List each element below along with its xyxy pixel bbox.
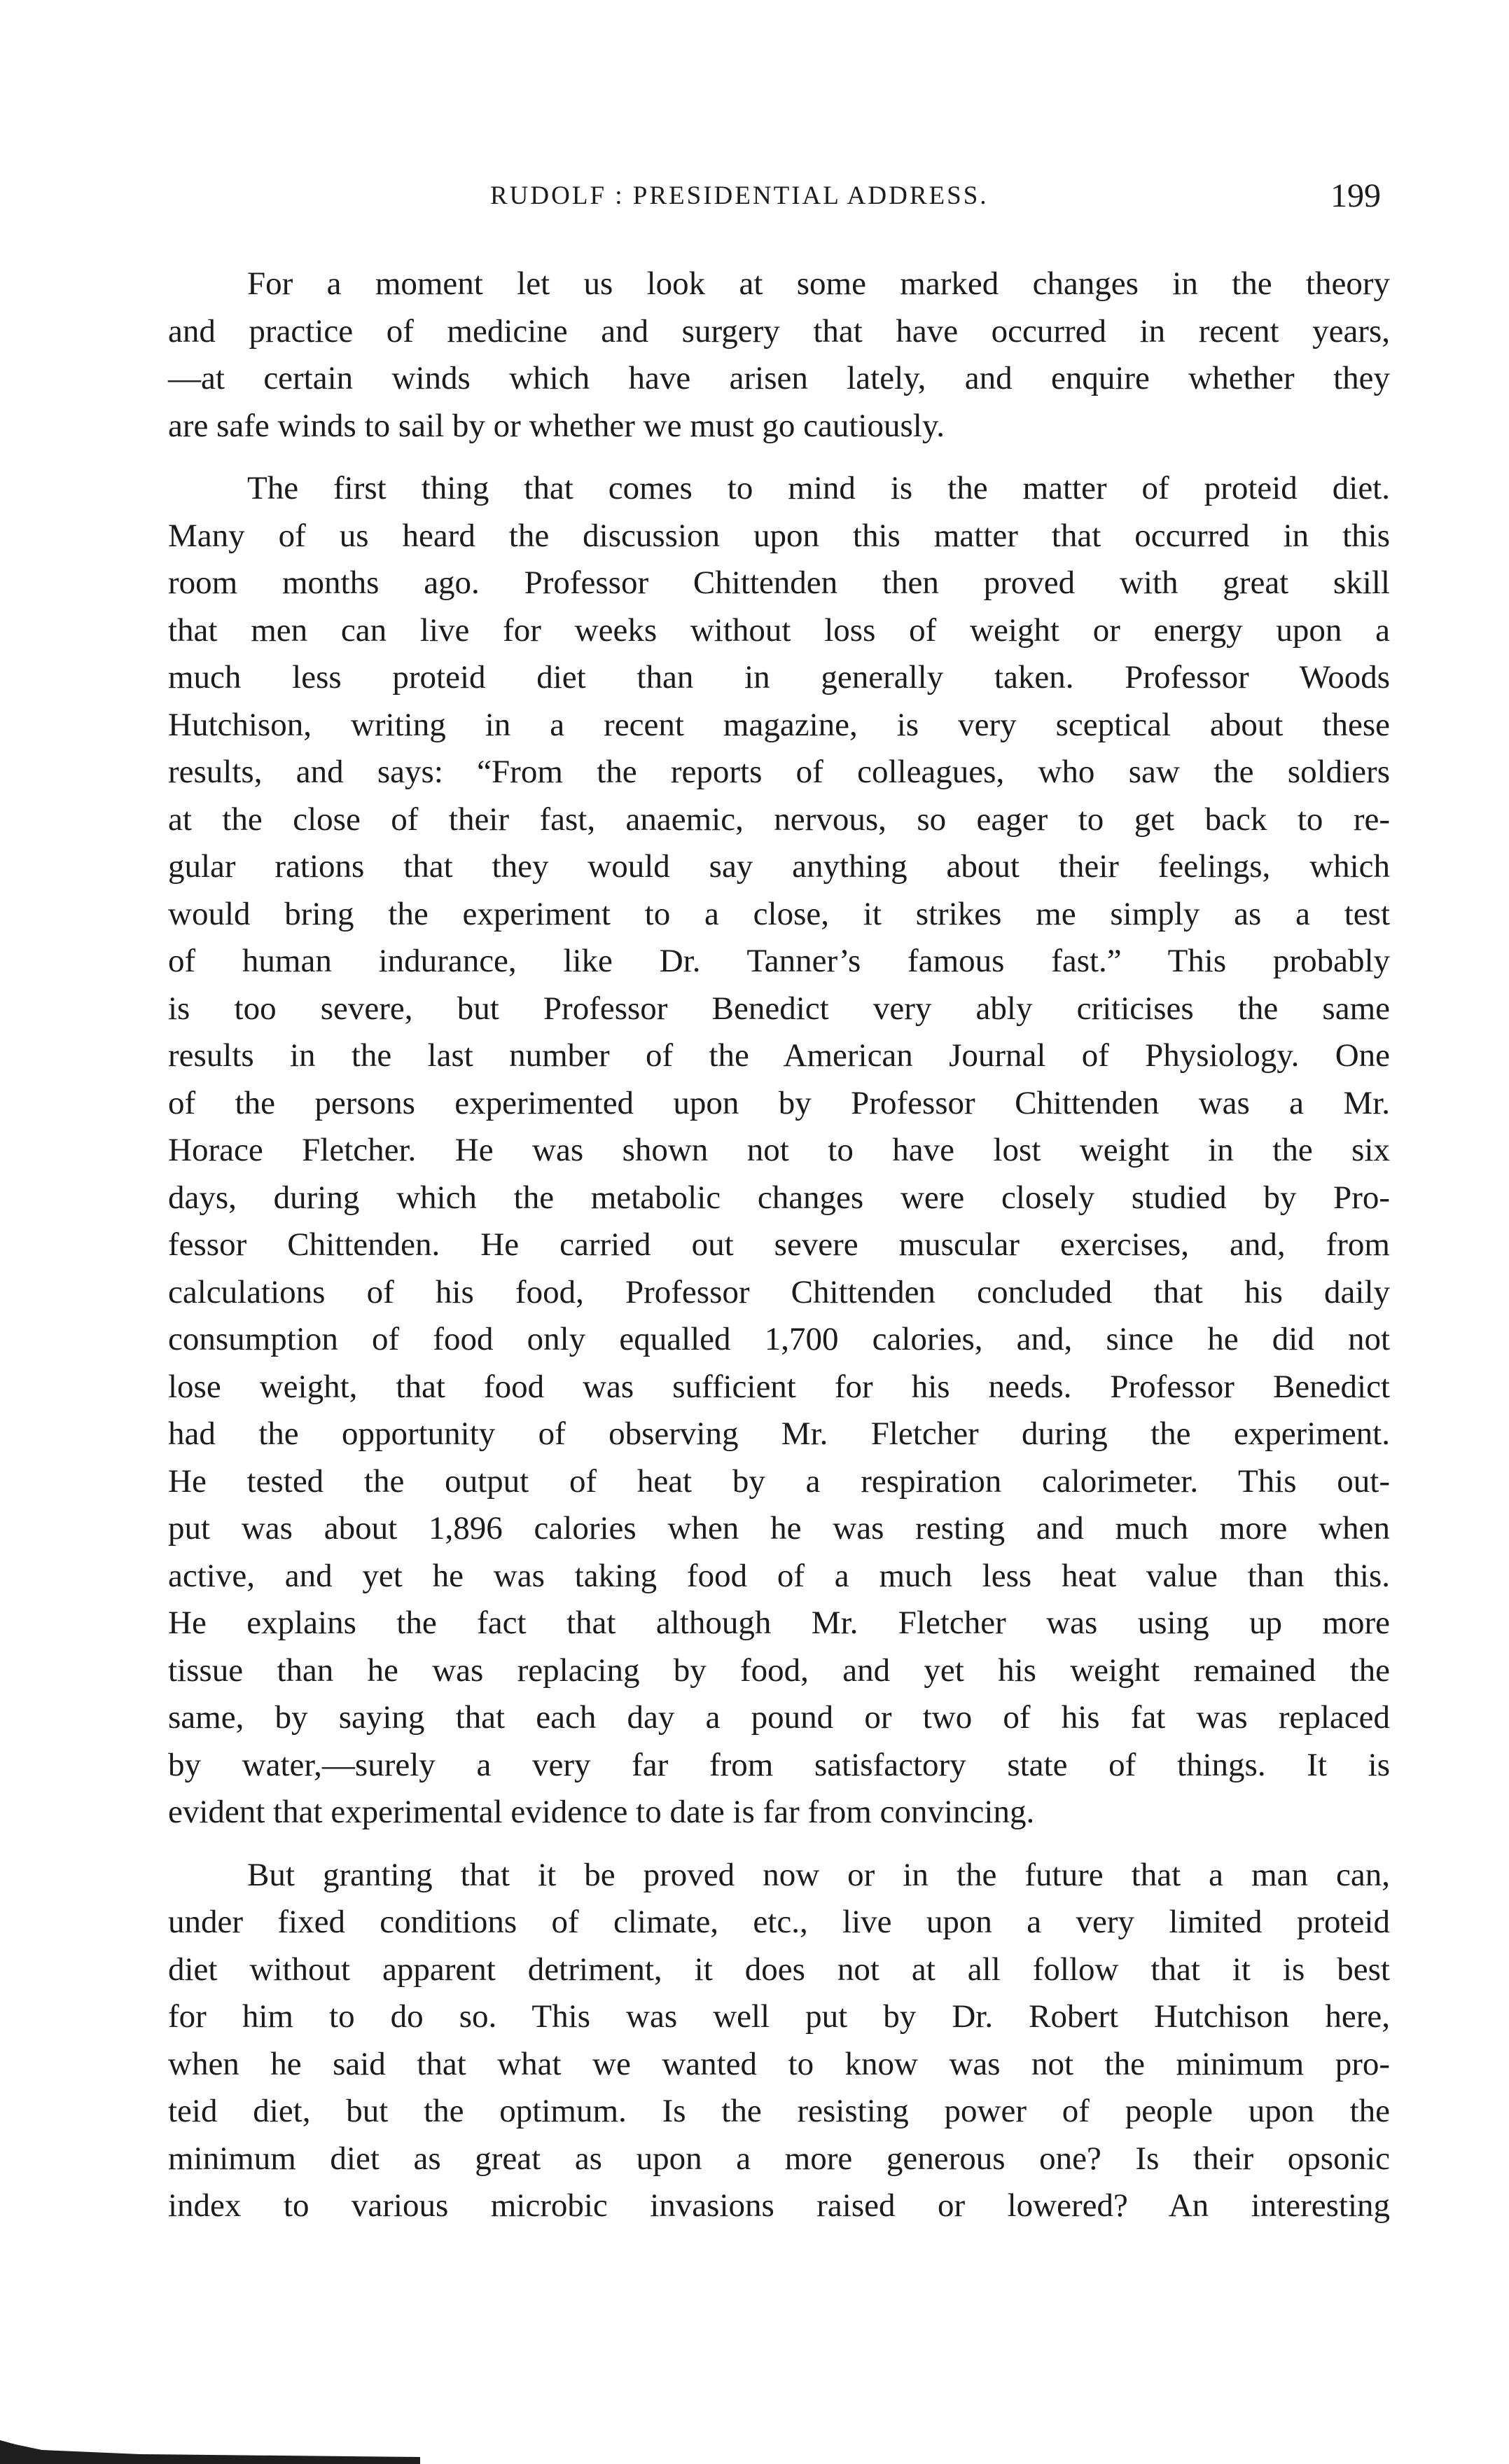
text-line: He tested the output of heat by a respiration calorimeter. This out- <box>168 1462 1390 1500</box>
text-line: calculations of his food, Professor Chittenden concluded that his daily <box>168 1273 1390 1310</box>
text-line: tissue than he was replacing by food, and yet his weight remained the <box>168 1652 1390 1689</box>
text-line: of human indurance, like Dr. Tanner’s famous fast.” This probably <box>168 943 1390 979</box>
text-line: for him to do so. This was well put by Dr. Robert Hutchison here, <box>168 1998 1390 2035</box>
text-line: active, and yet he was taking food of a much less heat value than this. <box>168 1557 1390 1594</box>
text-line: —at certain winds which have arisen lately, and enquire whether they <box>168 360 1390 396</box>
text-line: that men can live for weeks without loss of weight or energy upon a <box>168 611 1390 649</box>
running-head <box>168 177 1386 223</box>
text-line: But granting that it be proved now or in the future that a man can, <box>247 1856 1390 1893</box>
text-line: For a moment let us look at some marked changes in the theory <box>247 265 1390 302</box>
text-line: much less proteid diet than in generally taken. Professor Woods <box>168 659 1390 695</box>
text-line: at the close of their fast, anaemic, nervous, so eager to get back to re- <box>168 801 1390 838</box>
paragraph-2 <box>168 465 1390 1836</box>
text-line: lose weight, that food was sufficient for his needs. Professor Benedict <box>168 1368 1390 1405</box>
text-line: under fixed conditions of climate, etc., live upon a very limited proteid <box>168 1904 1390 1940</box>
text-line: He explains the fact that although Mr. Fletcher was using up more <box>168 1605 1390 1641</box>
paragraph-1 <box>168 261 1390 450</box>
text-line: fessor Chittenden. He carried out severe muscular exercises, and, from <box>168 1226 1390 1263</box>
text-line: of the persons experimented upon by Professor Chittenden was a Mr. <box>168 1084 1390 1121</box>
text-line: results in the last number of the American Journal of Physiology. One <box>168 1037 1390 1074</box>
text-line: gular rations that they would say anything about their feelings, which <box>168 848 1390 885</box>
text-line: Hutchison, writing in a recent magazine, is very sceptical about these <box>168 706 1390 743</box>
text-line: days, during which the metabolic changes were closely studied by Pro- <box>168 1179 1390 1216</box>
text-line: would bring the experiment to a close, it strikes me simply as a test <box>168 895 1390 932</box>
text-line: index to various microbic invasions raised or lowered? An interesting <box>168 2187 1390 2224</box>
text-line: are safe winds to sail by or whether we must go cautiously. <box>168 407 945 444</box>
text-line: results, and says: “From the reports of colleagues, who saw the soldiers <box>168 754 1390 790</box>
scan-edge-mark <box>0 2440 420 2464</box>
running-title: RUDOLF : PRESIDENTIAL ADDRESS. <box>490 181 989 210</box>
text-line: by water,—surely a very far from satisfactory state of things. It is <box>168 1746 1390 1783</box>
text-line: evident that experimental evidence to date is far from convincing. <box>168 1794 1035 1830</box>
text-line: had the opportunity of observing Mr. Fletcher during the experiment. <box>168 1416 1390 1452</box>
text-line: put was about 1,896 calories when he was resting and much more when <box>168 1510 1390 1546</box>
text-line: consumption of food only equalled 1,700 calories, and, since he did not <box>168 1321 1390 1357</box>
text-line: diet without apparent detriment, it does not at all follow that it is best <box>168 1951 1390 1988</box>
text-line: teid diet, but the optimum. Is the resisting power of people upon the <box>168 2093 1390 2129</box>
text-line: same, by saying that each day a pound or two of his fat was replaced <box>168 1699 1390 1736</box>
text-line: The first thing that comes to mind is the matter of proteid diet. <box>247 470 1390 506</box>
text-line: Horace Fletcher. He was shown not to have lost weight in the six <box>168 1132 1390 1168</box>
text-line: room months ago. Professor Chittenden then proved with great skill <box>168 565 1390 601</box>
body-text <box>168 261 1390 2245</box>
text-line: and practice of medicine and surgery that have occurred in recent years, <box>168 312 1390 349</box>
paragraph-3 <box>168 1852 1390 2230</box>
text-line: when he said that what we wanted to know was not the minimum pro- <box>168 2045 1390 2082</box>
text-line: minimum diet as great as upon a more generous one? Is their opsonic <box>168 2140 1390 2177</box>
page-number: 199 <box>1330 177 1381 214</box>
text-line: Many of us heard the discussion upon this matter that occurred in this <box>168 517 1390 554</box>
text-line: is too severe, but Professor Benedict very ably criticises the same <box>168 990 1390 1027</box>
